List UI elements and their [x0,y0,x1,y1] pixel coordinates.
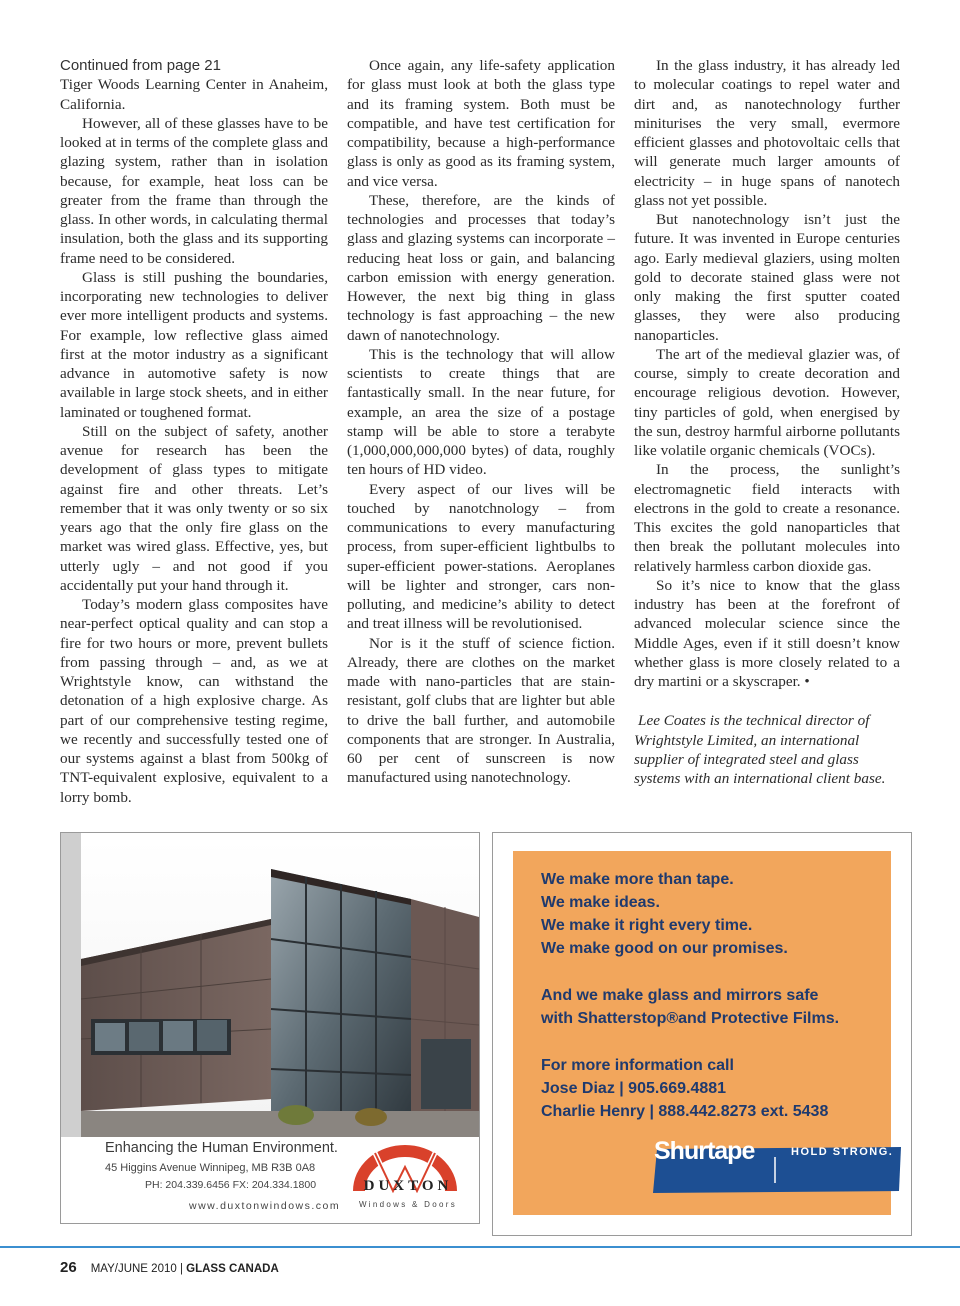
article-column-2 [347,56,615,788]
paragraph: Glass is still pushing the boundaries, incorporating new technologies to deliver ever more intelligent products and systems. For example, low reflective glass aimed first at the motor industry as a significant advance in automotive safety is now available in large stock sheets, and in either laminated or toughened format. [60,268,328,421]
building-photo [81,839,479,1137]
article-column-3 [634,56,900,788]
shurtape-logo: Shurtape [654,1137,755,1165]
ad-line: And we make glass and mirrors safe [541,987,819,1004]
shurtape-ad[interactable] [492,832,912,1236]
paragraph: These, therefore, are the kinds of technologies and processes that today’s glass and glazing systems can incorporate – reducing heat loss or gain, and balancing carbon emission with energy generation. However, the next big thing in glass technology is fast approaching – the new dawn of nanotechnology. [347,191,615,344]
magazine-name: GLASS CANADA [186,1263,279,1275]
ad-line: We make more than tape. [541,871,734,888]
paragraph: Tiger Woods Learning Center in Anaheim, California. [60,76,328,113]
page-footer [60,1259,279,1276]
ad-contact-jose: Jose Diaz | 905.669.4881 [541,1080,727,1097]
duxton-ad[interactable] [60,832,480,1224]
ad-contact-charlie: Charlie Henry | 888.442.8273 ext. 5438 [541,1103,829,1120]
article-column-1 [60,56,328,807]
paragraph: However, all of these glasses have to be looked at in terms of the complete glass and glazing system, rather than in isolation because, for example, heat loss can be greater from the frame than through the glass. In other words, in calculating thermal insulation, both the glass and its supporting frame need to be considered. [60,114,328,267]
paragraph: Today’s modern glass composites have near-perfect optical quality and can stop a fire for two hours or more, prevent bullets from passing through – and, as we at Wrightstyle know, can withstand the detonation of a high explosive charge. As part of our comprehensive testing regime, we recently and successfully tested one of our systems against a blast from 500kg of TNT-equivalent explosive, equivalent to a lorry bomb. [60,596,328,806]
ad-line: with Shatterstop®and Protective Films. [541,1010,840,1027]
paragraph: In the process, the sunlight’s electromagnetic field interacts with electrons in the gold to create a resonance. This excites the gold nanoparticles that then break the pollutant molecules into relatively harmless carbon dioxide gas. [634,461,900,575]
continued-note: Continued from page 21 [60,57,221,74]
duxton-website-link[interactable]: www.duxtonwindows.com [189,1200,341,1212]
ad-line: We make ideas. [541,894,660,911]
ad-line: For more information call [541,1057,734,1074]
duxton-address: 45 Higgins Avenue Winnipeg, MB R3B 0A8 [105,1162,316,1174]
paragraph: This is the technology that will allow scientists to create things that are fantastically small. In the near future, for example, an area the size of a postage stamp will be able to store a terabyte (1,000,000,000,000 bytes) of data, roughly ten hours of HD video. [347,345,615,479]
paragraph: Still on the subject of safety, another avenue for research has been the development of glass types to mitigate against fire and other threats. Let’s remember that it was only twenty or so six years ago that the only fire glass on the market was wired glass. Effective, yes, but utterly ugly – and not good if you accidentally put your hand through it. [60,422,328,594]
paragraph: The art of the medieval glazier was, of course, simply to create decoration and encourage religious devotion. However, tiny particles of gold, when energised by the sun, destroy harmful airborne pollutants like volatile organic chemicals (VOCs). [634,345,900,459]
paragraph: Nor is it the stuff of science fiction. Already, there are clothes on the market made with nano-particles that are stain-resistant, golf clubs that are lighter but able to drive the ball further, and automobile components that are stronger. In Australia, 60 per cent of sunscreen is now manufactured using nanotechnology. [347,634,615,787]
footer-rule [0,1246,960,1248]
paragraph: So it’s nice to know that the glass industry has been at the forefront of advanced molecular science since the Middle Ages, even if it still doesn’t know whether glass is more closely related to a dry martini or a skyscraper. • [634,576,900,690]
page-number: 26 [60,1259,77,1276]
shurtape-slogan: HOLD STRONG. [791,1146,894,1158]
author-byline: Lee Coates is the technical director of Wrightstyle Limited, an international supplier of integrated steel and glass systems with an international client base. [634,712,886,787]
ad-line: We make good on our promises. [541,940,788,957]
paragraph: But nanotechnology isn’t just the future. It was invented in Europe centuries ago. Early medieval glaziers, using molten gold to decorate stained glass were not only making the first sputter coated glasses, they were also producing nanoparticles. [634,211,900,344]
duxton-tagline: Enhancing the Human Environment. [105,1140,338,1156]
issue-date: MAY/JUNE 2010 | [90,1263,187,1275]
ad-line: We make it right every time. [541,917,753,934]
duxton-phone-fax: PH: 204.339.6456 FX: 204.334.1800 [145,1179,317,1191]
paragraph: Every aspect of our lives will be touched by nanotchnology – from communications to every manufacturing process, from super-efficient lightbulbs to super-efficient power-stations. Aeroplanes will be lighter and stronger, cars non-polluting, and medicine’s ability to detect and treat illness will be revolutionised. [347,480,615,633]
paragraph: In the glass industry, it has already led to molecular coatings to repel water and dirt and, as nanotechnology further miniturises the very small, evermore efficient glasses and photovoltaic cells that will generate much larger amounts of electricity – in huge spans of nanotech glass not yet possible. [634,57,900,209]
ad-side-strip [61,833,81,1137]
duxton-brand-name: DUXTON [363,1178,453,1194]
duxton-brand-subtitle: Windows & Doors [358,1200,458,1209]
paragraph: Once again, any life-safety application for glass must look at both the glass type and its framing system. Both must be compatible, and have test certification for compatibility, because a high-performance glass is only as good as its framing system, and vice versa. [347,57,615,190]
